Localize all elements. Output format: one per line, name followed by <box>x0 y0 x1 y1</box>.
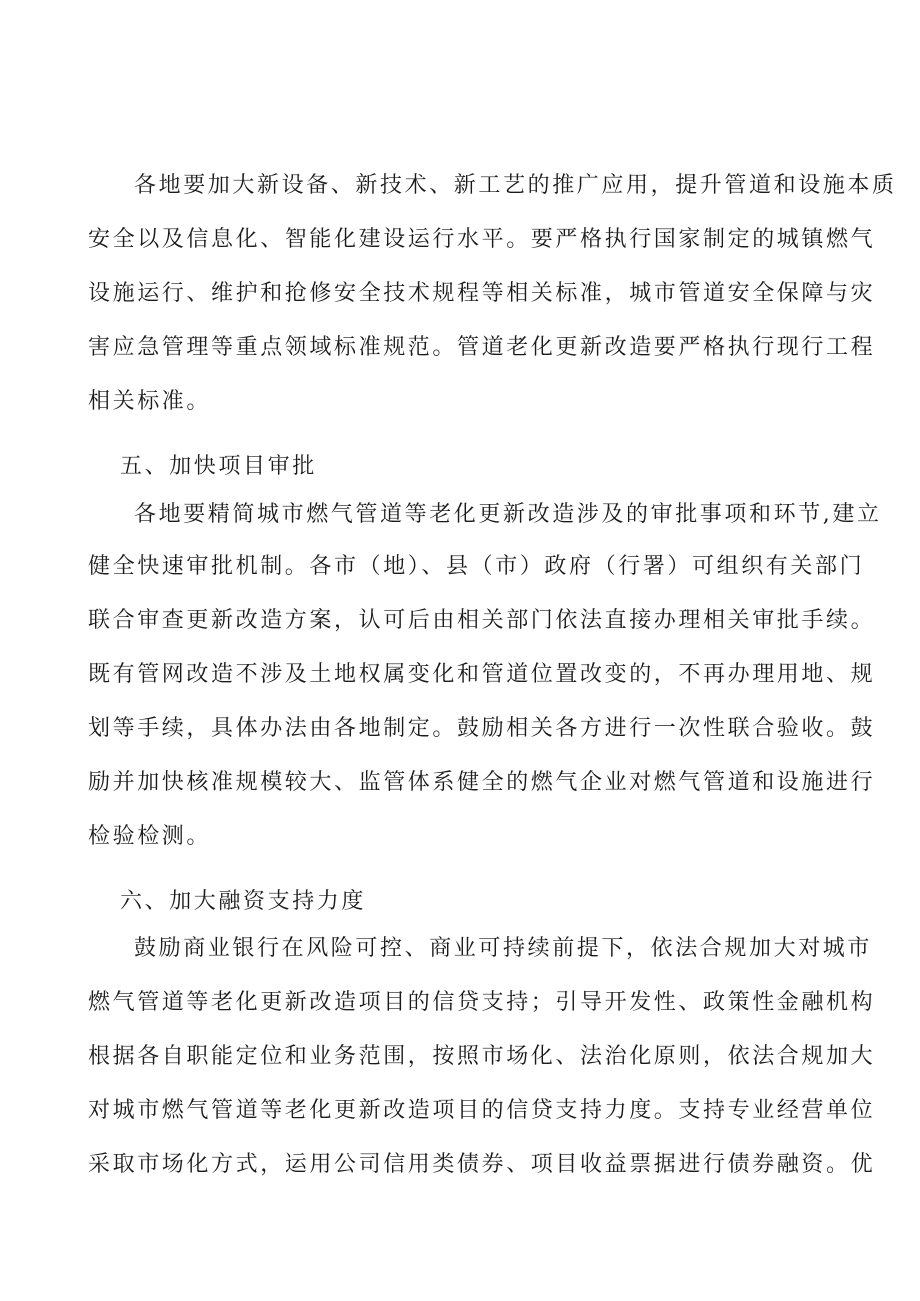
paragraph-line: 安全以及信息化、智能化建设运行水平。要严格执行国家制定的城镇燃气 <box>88 227 876 252</box>
section-heading: 五、加快项目审批 <box>120 454 317 479</box>
paragraph-line: 健全快速审批机制。各市（地）、县（市）政府（行署）可组织有关部门 <box>88 554 865 579</box>
paragraph-line: 根据各自职能定位和业务范围，按照市场化、法治化原则，依法合规加大 <box>88 1044 876 1069</box>
paragraph-line: 害应急管理等重点领域标准规范。管道老化更新改造要严格执行现行工程 <box>88 335 876 360</box>
section-heading: 六、加大融资支持力度 <box>120 889 367 914</box>
paragraph-line: 励并加快核准规模较大、监管体系健全的燃气企业对燃气管道和设施进行 <box>88 770 876 795</box>
paragraph-line: 燃气管道等老化更新改造项目的信贷支持；引导开发性、政策性金融机构 <box>88 990 876 1015</box>
paragraph-line: 划等手续，具体办法由各地制定。鼓励相关各方进行一次性联合验收。鼓 <box>88 716 876 741</box>
paragraph-line: 既有管网改造不涉及土地权属变化和管道位置改变的，不再办理用地、规 <box>88 662 876 687</box>
paragraph-line: 检验检测。 <box>88 824 212 849</box>
paragraph-line: 采取市场化方式，运用公司信用类债券、项目收益票据进行债券融资。优 <box>88 1152 876 1177</box>
paragraph-line: 各地要精简城市燃气管道等老化更新改造涉及的审批事项和环节,建立 <box>134 502 882 527</box>
paragraph-line: 对城市燃气管道等老化更新改造项目的信贷支持力度。支持专业经营单位 <box>88 1098 876 1123</box>
paragraph-line: 鼓励商业银行在风险可控、商业可持续前提下，依法合规加大对城市 <box>134 936 873 961</box>
paragraph-line: 设施运行、维护和抢修安全技术规程等相关标准，城市管道安全保障与灾 <box>88 281 876 306</box>
paragraph-line: 各地要加大新设备、新技术、新工艺的推广应用，提升管道和设施本质 <box>134 173 897 198</box>
paragraph-line: 联合审查更新改造方案，认可后由相关部门依法直接办理相关审批手续。 <box>88 608 876 633</box>
paragraph-line: 相关标准。 <box>88 389 212 414</box>
